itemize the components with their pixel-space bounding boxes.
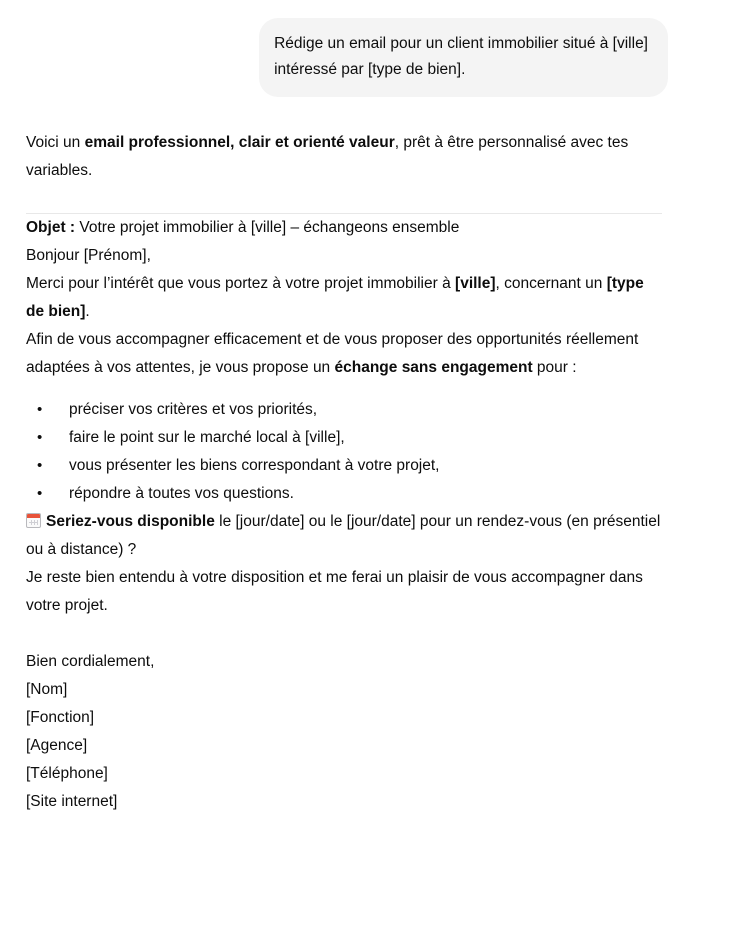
availability-text-after: le [jour/date] ou le [jour/date] pour un rendez-vous (en présentiel ou à distance) ? [26, 513, 661, 558]
signature-line: [Agence] [26, 737, 88, 754]
thanks-text-after: . [85, 303, 90, 320]
signature-line: Bien cordialement, [26, 653, 155, 670]
signature-line: [Fonction] [26, 709, 95, 726]
list-item: • préciser vos critères et vos priorités, [37, 396, 662, 424]
user-message-line-2: intéressé par [type de bien]. [274, 61, 466, 78]
email-bullet-list [26, 396, 662, 508]
user-message-line-1: Rédige un email pour un client immobilier situé à [ville] [274, 35, 648, 52]
list-item: • vous présenter les biens correspondant à votre projet, [37, 452, 662, 480]
thanks-city-placeholder: [ville] [455, 275, 496, 292]
availability-text-bold: Seriez-vous disponible [46, 513, 215, 530]
thanks-text-before: Merci pour l’intérêt que vous portez à votre projet immobilier à [26, 275, 456, 292]
email-proposal-paragraph [26, 326, 662, 382]
email-greeting: Bonjour [Prénom], [26, 247, 151, 264]
email-subject-value: Votre projet immobilier à [ville] – échangeons ensemble [75, 219, 460, 236]
user-message-bubble[interactable] [259, 18, 668, 97]
email-subject-line [26, 214, 662, 242]
assistant-intro-paragraph [26, 129, 662, 185]
intro-text-bold: email professionnel, clair et orienté valeur [84, 134, 395, 151]
assistant-turn [0, 129, 736, 816]
user-turn [0, 0, 736, 97]
list-item: • répondre à toutes vos questions. [37, 480, 662, 508]
email-subject-label: Objet : [26, 219, 76, 236]
email-thanks-paragraph [26, 270, 662, 326]
proposal-text-before: Afin de vous accompagner efficacement et de vous proposer des opportunités réellement adaptées à vos attentes, je vous propose un [26, 331, 639, 376]
list-item: • faire le point sur le marché local à [ville], [37, 424, 662, 452]
signature-line: [Nom] [26, 681, 68, 698]
email-signature-block [26, 648, 662, 816]
proposal-text-after: pour : [532, 359, 577, 376]
signature-line: [Site internet] [26, 793, 118, 810]
calendar-icon [26, 513, 41, 528]
thanks-property-type-placeholder: [type de bien] [26, 275, 644, 320]
thanks-text-middle: , concernant un [495, 275, 607, 292]
email-availability-paragraph [26, 508, 662, 564]
intro-text-before: Voici un [26, 134, 85, 151]
signature-line: [Téléphone] [26, 765, 108, 782]
proposal-text-bold: échange sans engagement [334, 359, 533, 376]
intro-text-after: , prêt à être personnalisé avec tes variables. [26, 134, 629, 179]
email-closing-paragraph: Je reste bien entendu à votre disposition et me ferai un plaisir de vous accompagner dans votre projet. [26, 569, 643, 614]
